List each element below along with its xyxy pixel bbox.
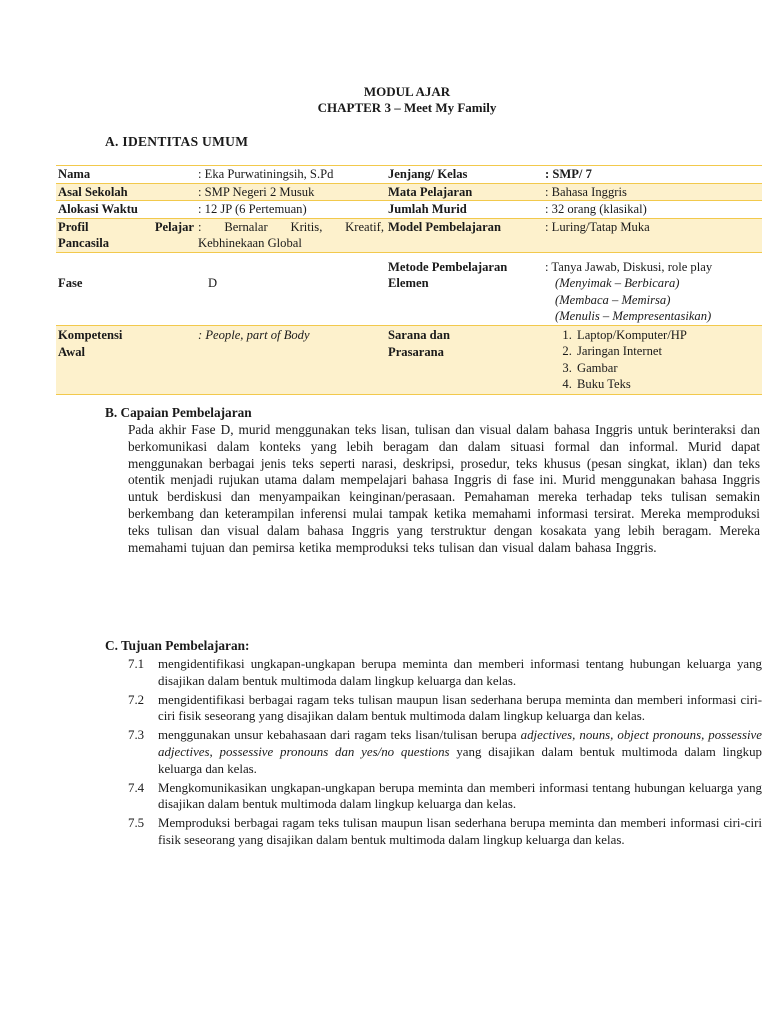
list-item xyxy=(128,656,762,690)
page-title: MODUL AJAR xyxy=(363,84,451,99)
table-row xyxy=(56,218,762,252)
section-a-heading: A. IDENTITAS UMUM xyxy=(105,134,249,149)
goal-number: 7.3 xyxy=(128,728,145,743)
goal-number: 7.5 xyxy=(128,816,145,831)
fase-value xyxy=(196,252,386,325)
kompetensi-value: : People, part of Body xyxy=(196,325,386,394)
list-item: 2. Jaringan Internet xyxy=(575,343,760,360)
model-label: Model Pembelajaran xyxy=(386,218,543,252)
goal-text xyxy=(158,727,762,777)
page-subtitle: CHAPTER 3 – Meet My Family xyxy=(317,100,497,115)
jenjang-label: Jenjang/ Kelas xyxy=(388,167,468,181)
profil-value xyxy=(196,218,386,252)
list-item: 1. Laptop/Komputer/HP xyxy=(575,327,760,344)
sarana-value xyxy=(543,325,762,394)
jumlah-value: : 32 orang (klasikal) xyxy=(545,202,647,216)
profil-label xyxy=(56,218,196,252)
alokasi-value: : 12 JP (6 Pertemuan) xyxy=(198,202,307,216)
sarana-label xyxy=(386,325,543,394)
table-row xyxy=(56,252,762,325)
table-row xyxy=(56,166,762,184)
elemen-2: (Membaca – Memirsa) xyxy=(555,292,671,307)
goal-text: mengidentifikasi ungkapan-ungkapan berupa meminta dan memberi informasi tentang hubungan keluarga yang disajikan dalam bentuk multimoda dalam lingkup keluarga dan kelas. xyxy=(158,657,762,688)
list-item: 3. Gambar xyxy=(575,360,760,377)
goal-text: Mengkomunikasikan ungkapan-ungkapan berupa meminta dan memberi informasi tentang hubungan keluarga yang disajikan dalam bentuk multimoda dalam lingkup keluarga dan kelas. xyxy=(158,780,762,812)
section-b-heading: B. Capaian Pembelajaran xyxy=(105,405,252,420)
sarana-list xyxy=(545,327,760,393)
list-item xyxy=(128,815,762,849)
metode-label-line1: Metode Pembelajaran xyxy=(388,259,508,274)
sarana-label-line2: Prasarana xyxy=(388,345,444,359)
profil-value-line2: Kebhinekaan Global xyxy=(198,236,302,250)
list-item: 4. Buku Teks xyxy=(575,376,760,393)
kompetensi-label xyxy=(56,325,196,394)
metode-value-line: : Tanya Jawab, Diskusi, role play xyxy=(545,259,713,274)
metode-label xyxy=(386,252,543,325)
profil-value-line1: : Bernalar Kritis, Kreatif, xyxy=(198,219,384,234)
profil-label-line2: Pancasila xyxy=(58,236,110,250)
asal-label: Asal Sekolah xyxy=(56,183,196,201)
sarana-label-line1: Sarana dan xyxy=(388,327,450,342)
nama-label: Nama xyxy=(58,167,91,181)
goal-text-part: yang disajikan dalam bentuk multimoda dalam lingkup keluarga dan kelas. xyxy=(158,744,762,776)
capaian-paragraph: Pada akhir Fase D, murid menggunakan teks lisan, tulisan dan visual dalam bahasa Inggris untuk berinteraksi dan berkomunikasi dalam konteks yang lebih beragam dan dalam situasi formal dan informal. Murid dapat menggunakan berbagai jenis teks seperti narasi, deskripsi, prosedur, teks khusus (pesan singkat, iklan) dan teks otentik menjadi rujukan utama dalam mempelajari bahasa Inggris di fase ini. Murid menggunakan bahasa Inggris untuk berdiskusi dan menyampaikan keinginan/perasaan. Pemahaman mereka terhadap teks tulisan semakin berkembang dan keterampilan inferensi mulai tampak ketika memahami informasi tersirat. Mereka memproduksi teks tulisan dan visual dalam bahasa Inggris yang terstruktur dengan kosakata yang lebih beragam. Mereka memahami tujuan dan pemirsa ketika memproduksi teks tulisan dan visual dalam bahasa Inggris. xyxy=(128,422,760,555)
identity-table xyxy=(56,165,762,395)
goal-number: 7.4 xyxy=(128,780,145,795)
goal-text-italic: adjectives, nouns, object pronouns, possessive adjectives, possessive pronouns dan yes/no questions xyxy=(158,728,762,759)
goal-text: Memproduksi berbagai ragam teks tulisan maupun lisan sederhana berupa meminta dan memberi informasi ciri-ciri fisik seseorang yang disajikan dalam bentuk multimoda dalam lingkup keluarga dan kelas. xyxy=(158,816,762,847)
kompetensi-label-line1: Kompetensi xyxy=(58,327,123,342)
section-c-heading: C. Tujuan Pembelajaran: xyxy=(105,638,250,653)
profil-label-line1: Profil Pelajar xyxy=(58,219,194,234)
mapel-value: : Bahasa Inggris xyxy=(543,183,762,201)
table-row xyxy=(56,201,762,219)
list-item xyxy=(128,692,762,726)
elemen-3: (Menulis – Mempresentasikan) xyxy=(555,309,712,323)
alokasi-label: Alokasi Waktu xyxy=(58,202,138,216)
metode-label-line2: Elemen xyxy=(388,276,429,290)
goal-number: 7.2 xyxy=(128,692,145,707)
model-value: : Luring/Tatap Muka xyxy=(543,218,762,252)
jenjang-value: : SMP/ 7 xyxy=(545,167,592,181)
asal-value: : SMP Negeri 2 Musuk xyxy=(196,183,386,201)
goal-number: 7.1 xyxy=(128,657,145,671)
nama-value: : Eka Purwatiningsih, S.Pd xyxy=(198,167,334,181)
list-item xyxy=(128,780,762,814)
goal-text: mengidentifikasi berbagai ragam teks tulisan maupun lisan sederhana berupa meminta dan memberi informasi ciri-ciri fisik seseorang yang disajikan dalam bentuk multimoda dalam lingkup keluarga dan kelas. xyxy=(158,692,762,724)
elemen-1: (Menyimak – Berbicara) xyxy=(555,276,680,290)
mapel-label: Mata Pelajaran xyxy=(386,183,543,201)
jumlah-label: Jumlah Murid xyxy=(388,202,467,216)
goals-list xyxy=(128,656,762,849)
list-item xyxy=(128,727,762,777)
table-row xyxy=(56,325,762,394)
fase-value-text: D xyxy=(208,276,218,291)
kompetensi-label-line2: Awal xyxy=(58,345,86,359)
table-row xyxy=(56,183,762,201)
goal-text-part: menggunakan unsur kebahasaan dari ragam teks lisan/tulisan berupa xyxy=(158,728,521,743)
fase-label: Fase xyxy=(58,276,83,291)
metode-value xyxy=(543,252,762,325)
